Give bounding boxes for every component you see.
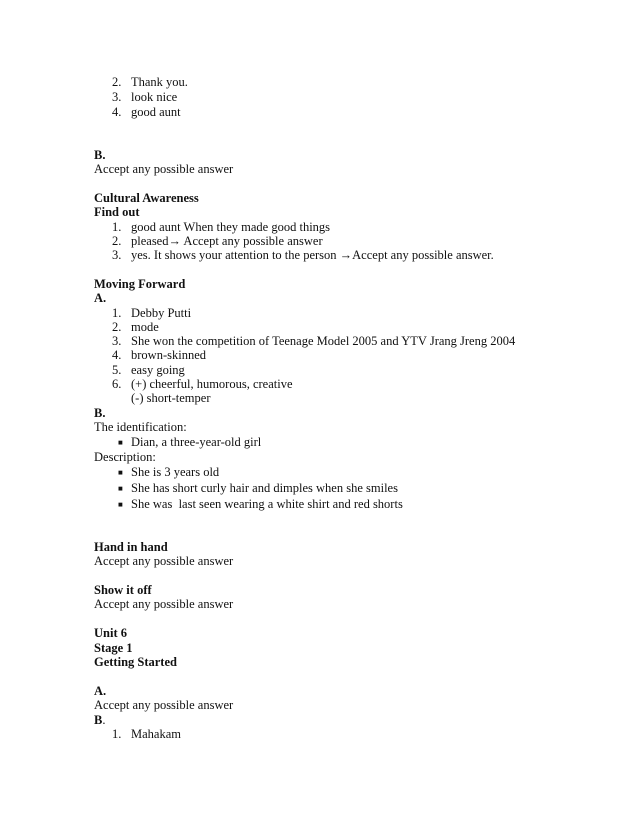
section-b-text: Accept any possible answer <box>94 162 234 176</box>
stage-title: Stage 1 <box>94 641 133 655</box>
square-bullet-icon: ■ <box>118 484 123 493</box>
section-b-heading: B. <box>94 713 106 727</box>
moving-forward-heading: Moving Forward <box>94 277 186 291</box>
section-a-text: Accept any possible answer <box>94 698 234 712</box>
show-it-off-text: Accept any possible answer <box>94 597 234 611</box>
square-bullet-icon: ■ <box>118 468 123 477</box>
getting-started-heading: Getting Started <box>94 655 177 669</box>
identification-label: The identification: <box>94 420 187 434</box>
square-bullet-icon: ■ <box>118 500 123 509</box>
show-it-off-heading: Show it off <box>94 583 152 597</box>
section-a-heading: A. <box>94 291 107 305</box>
section-b-heading: B. <box>94 406 106 420</box>
square-bullet-icon: ■ <box>118 438 123 447</box>
section-b-heading: B. <box>94 148 106 162</box>
list-item-continuation: (-) short-temper <box>131 391 211 405</box>
unit-title: Unit 6 <box>94 626 127 640</box>
cultural-awareness-heading: Cultural Awareness <box>94 191 199 205</box>
hand-in-hand-heading: Hand in hand <box>94 540 168 554</box>
description-label: Description: <box>94 450 156 464</box>
document-page: 2. Thank you. 3. look nice 4. good aunt B. Accept any possible answer Cultural Awareness Find out 1. good aunt When they made good things 2. pleased→ Accept any possible answer 3. yes. It shows your attention to the person →Accept any possible answer. Moving Forward A. 1. Debby Putti 2. mode 3. She won the competition of Teenage Model 2005 and YTV Jrang Jreng 2004 4. brown-skinned 5. easy going 6. (+) cheerful, humorous, creative (-) short-temper B. The identification: ■ Dian, a three-year-old girl Description: ■ She is 3 years old ■ She has short curly hair and dimples when she smiles ■ She was last seen wearing a white shirt and red shorts Hand in hand Accept any possible answer Show it off Accept any possible answer Unit 6 Stage 1 Getting Started A. Accept any possible answer B. 1. Mahakam <box>94 75 516 741</box>
hand-in-hand-text: Accept any possible answer <box>94 554 234 568</box>
find-out-heading: Find out <box>94 205 140 219</box>
section-a-heading: A. <box>94 684 107 698</box>
